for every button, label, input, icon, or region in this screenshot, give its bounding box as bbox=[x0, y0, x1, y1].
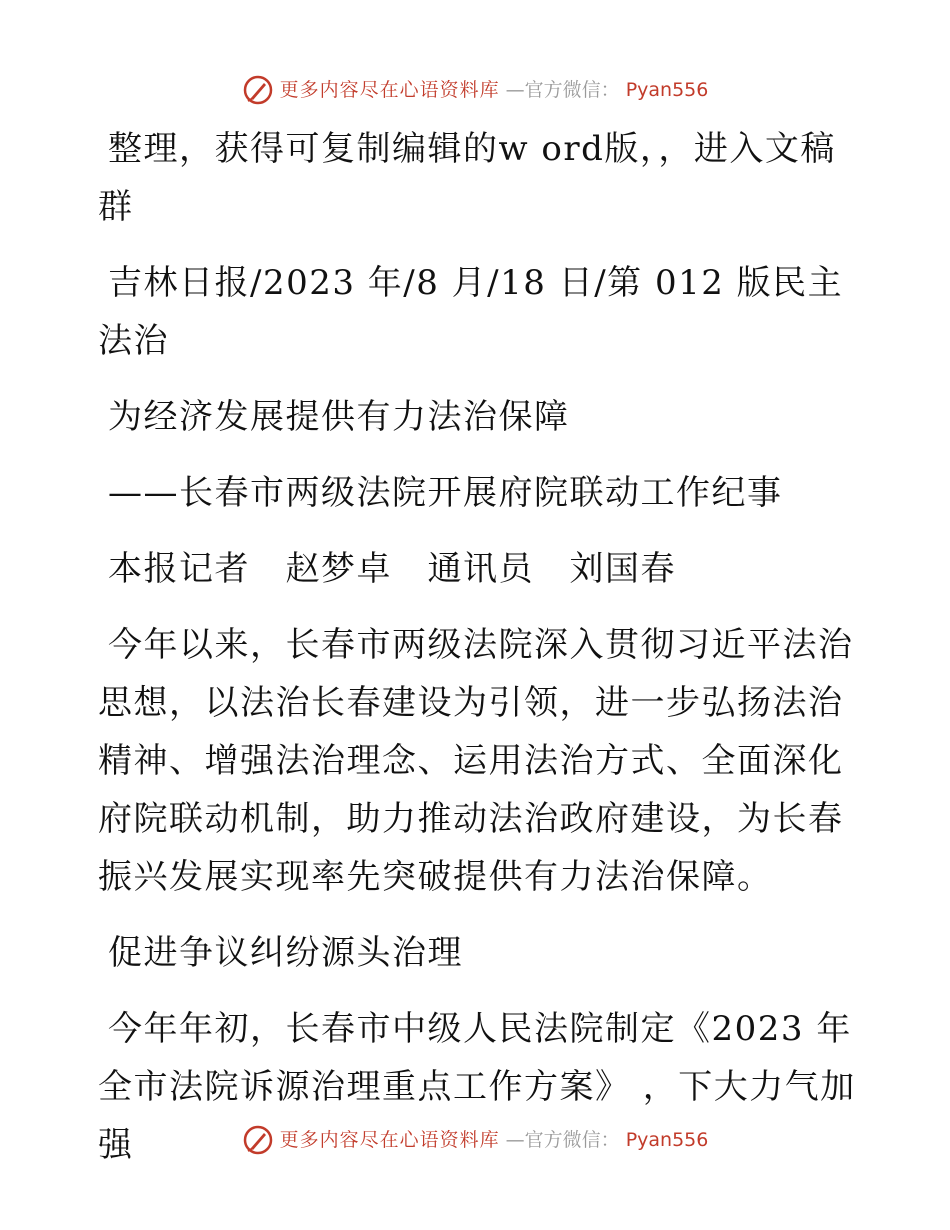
watermark-separator: —官方微信： bbox=[505, 79, 620, 101]
article-subtitle: ——长春市两级法院开展府院联动工作纪事 bbox=[108, 473, 783, 513]
watermark-main-text: 更多内容尽在心语资料库 bbox=[279, 1129, 500, 1151]
section-heading: 促进争议纠纷源头治理 bbox=[108, 933, 463, 973]
watermark-wechat-id: Pyan556 bbox=[625, 1129, 709, 1151]
watermark-footer bbox=[0, 1124, 950, 1156]
document-body bbox=[98, 120, 858, 1192]
paragraph: 吉林日报/2023 年/8 月/18 日/第 012 版民主法治 bbox=[98, 263, 844, 361]
paragraph: 整理，获得可复制编辑的w ord版，，进入文稿群 bbox=[98, 129, 836, 227]
watermark-wechat-id: Pyan556 bbox=[625, 79, 709, 101]
watermark-header bbox=[0, 74, 950, 106]
watermark-separator: —官方微信： bbox=[505, 1129, 620, 1151]
paragraph: 今年年初，长春市中级人民法院制定《2023 年全市法院诉源治理重点工作方案》 ，下大力气加强 bbox=[98, 1009, 856, 1165]
watermark-main-text: 更多内容尽在心语资料库 bbox=[279, 79, 500, 101]
article-title: 为经济发展提供有力法治保障 bbox=[108, 397, 570, 437]
quill-logo-icon bbox=[242, 1124, 274, 1156]
paragraph: 今年以来，长春市两级法院深入贯彻习近平法治思想，以法治长春建设为引领，进一步弘扬法治精神、增强法治理念、运用法治方式、全面深化府院联动机制，助力推动法治政府建设，为长春振兴发展实现率先突破提供有力法治保障。 bbox=[98, 625, 854, 897]
quill-logo-icon bbox=[242, 74, 274, 106]
byline: 本报记者 赵梦卓 通讯员 刘国春 bbox=[108, 549, 676, 589]
